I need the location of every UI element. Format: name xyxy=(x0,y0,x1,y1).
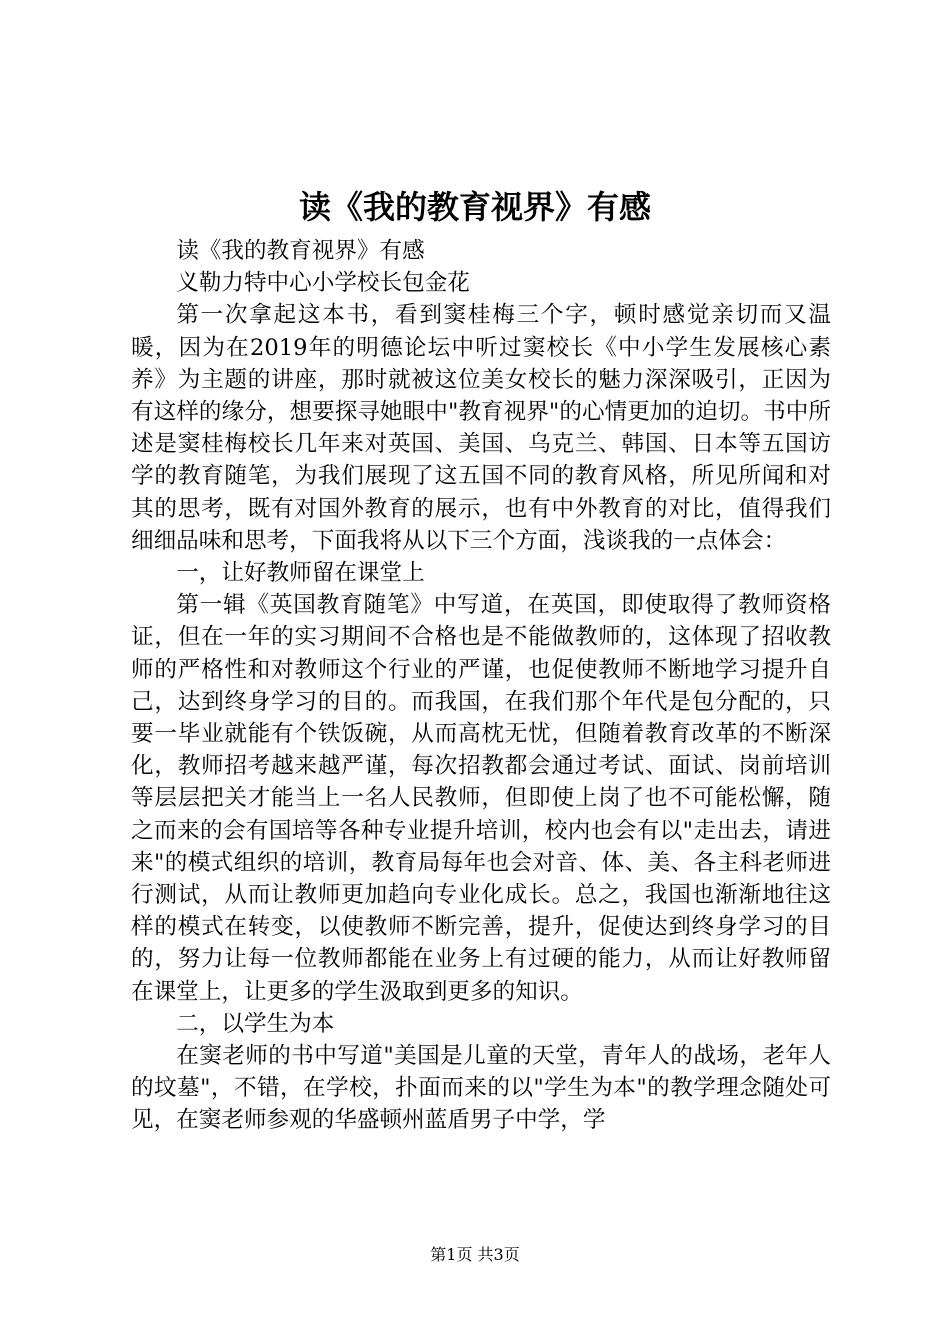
subtitle-paragraph: 读《我的教育视界》有感 xyxy=(176,238,425,264)
section-heading: 一，让好教师留在课堂上 xyxy=(176,560,425,587)
body-paragraph: 第一辑《英国教育随笔》中写道，在英国，即使取得了教师资格证，但在一年的实习期间不合格也是不能做教师的，这体现了招收教师的严格性和对教师这个行业的严谨，也促使教师不断地学习提升自己，达到终身学习的目的。而我国，在我们那个年代是包分配的，只要一毕业就能有个铁饭碗，从而高枕无忧，但随着教育改革的不断深化，教师招考越来越严谨，每次招教都会通过考试、面试、岗前培训等层层把关才能当上一名人民教师，但即使上岗了也不可能松懈，随之而来的会有国培等各种专业提升培训，校内也会有以"走出去，请进来"的模式组织的培训，教育局每年也会对音、体、美、各主科老师进行测试，从而让教师更加趋向专业化成长。总之，我国也渐渐地往这样的模式在转变，以使教师不断完善，提升，促使达到终身学习的目的，努力让每一位教师都能在业务上有过硬的能力，从而让好教师留在课堂上，让更多的学生汲取到更多的知识。 xyxy=(131,592,831,1005)
page-number-footer: 第1页 共3页 xyxy=(430,1245,520,1264)
author-paragraph: 义勒力特中心小学校长包金花 xyxy=(176,270,470,297)
body-paragraph: 在窦老师的书中写道"美国是儿童的天堂，青年人的战场，老年人的坟墓"，不错，在学校，扑面而来的以"学生为本"的教学理念随处可见，在窦老师参观的华盛顿州蓝盾男子中学，学 xyxy=(131,1043,831,1134)
section-heading: 二，以学生为本 xyxy=(176,1010,335,1037)
document-title: 读《我的教育视界》有感 xyxy=(298,188,651,226)
document-body xyxy=(131,235,831,1137)
body-paragraph: 第一次拿起这本书，看到窦桂梅三个字，顿时感觉亲切而又温暖，因为在2019年的明德论坛中听过窦校长《中小学生发展核心素养》为主题的讲座，那时就被这位美女校长的魅力深深吸引，正因为有这样的缘分，想要探寻她眼中"教育视界"的心情更加的迫切。书中所述是窦桂梅校长几年来对英国、美国、乌克兰、韩国、日本等五国访学的教育随笔，为我们展现了这五国不同的教育风格，所见所闻和对其的思考，既有对国外教育的展示，也有中外教育的对比，值得我们细细品味和思考，下面我将从以下三个方面，浅谈我的一点体会： xyxy=(131,302,831,554)
